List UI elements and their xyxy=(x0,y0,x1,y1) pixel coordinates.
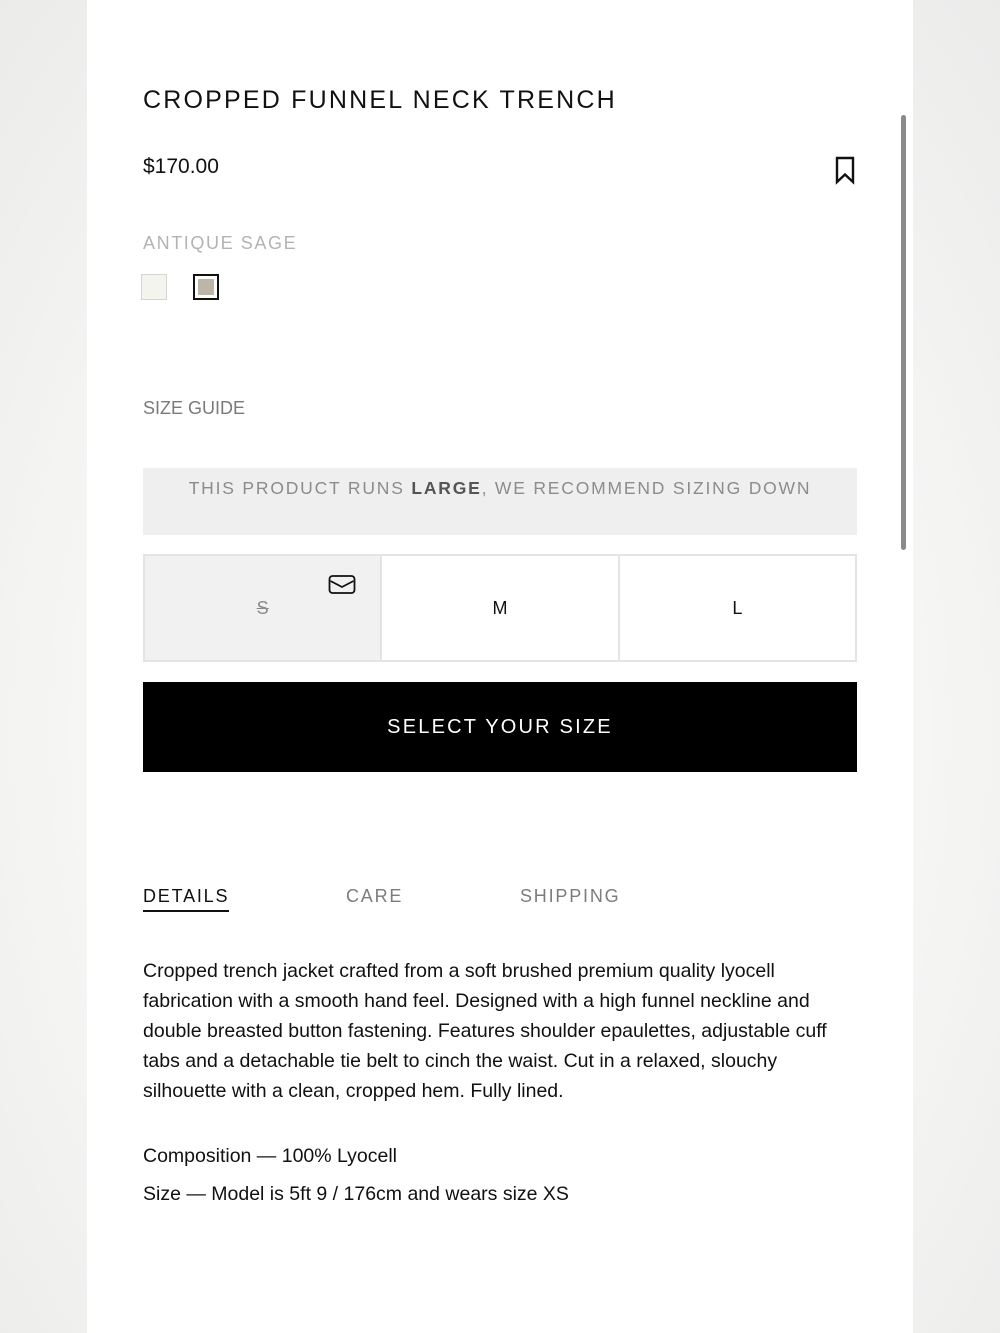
composition-line xyxy=(143,1145,397,1168)
product-panel xyxy=(87,0,913,1333)
composition-value: — 100% Lyocell xyxy=(251,1145,397,1167)
selected-color-name: ANTIQUE SAGE xyxy=(143,233,298,253)
select-size-button[interactable]: SELECT YOUR SIZE xyxy=(143,682,857,772)
product-price: $170.00 xyxy=(143,155,219,178)
swatch-fill xyxy=(198,279,214,295)
scrollbar[interactable] xyxy=(901,115,906,550)
size-option-s[interactable] xyxy=(143,554,382,662)
color-swatch-antique-sage[interactable] xyxy=(193,274,219,300)
product-title: CROPPED FUNNEL NECK TRENCH xyxy=(143,86,617,114)
notice-text-post: , WE RECOMMEND SIZING DOWN xyxy=(481,478,812,498)
size-info-value: — Model is 5ft 9 / 176cm and wears size XS xyxy=(180,1183,569,1205)
model-size-line xyxy=(143,1183,569,1206)
bookmark-icon[interactable] xyxy=(832,155,858,185)
size-label: M xyxy=(492,597,508,618)
envelope-icon[interactable] xyxy=(328,574,356,596)
size-label: L xyxy=(732,597,743,618)
product-description: Cropped trench jacket crafted from a soft brushed premium quality lyocell fabrication with a smooth hand feel. Designed with a high funnel neckline and double breasted button fastening. Features shoulder epaulettes, adjustable cuff tabs and a detachable tie belt to cinch the waist. Cut in a relaxed, slouchy silhouette with a clean, cropped hem. Fully lined. xyxy=(143,960,827,1102)
tab-shipping[interactable]: SHIPPING xyxy=(520,886,621,906)
composition-label: Composition xyxy=(143,1145,252,1167)
size-info-label: Size xyxy=(143,1183,181,1205)
size-selector xyxy=(143,554,857,662)
size-label: S xyxy=(256,597,269,618)
notice-emphasis: LARGE xyxy=(411,478,482,498)
tab-details[interactable]: DETAILS xyxy=(143,886,229,912)
color-swatch-light[interactable] xyxy=(141,274,167,300)
sizing-notice xyxy=(143,468,857,535)
size-option-l[interactable] xyxy=(620,554,857,662)
notice-text-pre: THIS PRODUCT RUNS xyxy=(188,478,412,498)
tab-care[interactable]: CARE xyxy=(346,886,404,906)
size-option-m[interactable] xyxy=(382,554,619,662)
size-guide-link[interactable]: SIZE GUIDE xyxy=(143,398,246,418)
